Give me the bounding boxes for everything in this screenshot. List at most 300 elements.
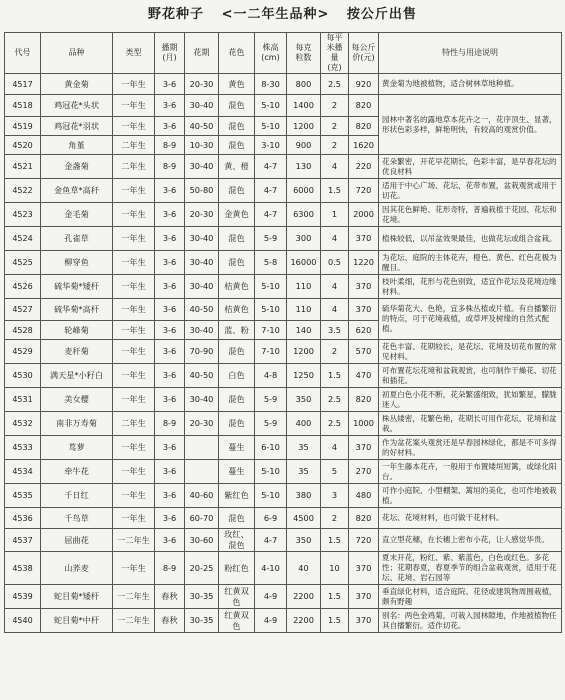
plant-type: 一年生 xyxy=(113,203,155,227)
seeds-per-gram: 1250 xyxy=(287,364,321,388)
flower-color: 白色 xyxy=(219,364,255,388)
usage-description: 一年生藤本花卉，一般用于布置矮垣短篱，或绿化阳台。 xyxy=(379,460,562,484)
flower-color: 混色 xyxy=(219,179,255,203)
sowing-month: 春秋 xyxy=(155,609,185,633)
table-row xyxy=(5,340,562,364)
title-sale-note: 按公斤出售 xyxy=(346,7,417,22)
column-header: 播期 (月) xyxy=(155,33,185,74)
flower-color: 红黄双色 xyxy=(219,585,255,609)
flower-color: 混色 xyxy=(219,412,255,436)
seeds-per-gram: 6000 xyxy=(287,179,321,203)
sowing-rate: 2 xyxy=(321,508,349,529)
price-per-kg: 480 xyxy=(349,484,379,508)
price-per-kg: 570 xyxy=(349,340,379,364)
title-category: <一二年生品种> xyxy=(221,7,330,22)
variety-name: 硫华菊*矮杆 xyxy=(41,275,113,299)
table-row xyxy=(5,388,562,412)
plant-type: 一年生 xyxy=(113,95,155,117)
table-row xyxy=(5,460,562,484)
price-per-kg: 370 xyxy=(349,299,379,321)
table-row xyxy=(5,609,562,633)
column-header: 代号 xyxy=(5,33,41,74)
column-header: 花色 xyxy=(219,33,255,74)
bloom-period: 30-60 xyxy=(185,529,219,552)
price-per-kg: 820 xyxy=(349,508,379,529)
seeds-per-gram: 1200 xyxy=(287,117,321,136)
price-per-kg: 820 xyxy=(349,388,379,412)
seeds-per-gram: 2200 xyxy=(287,585,321,609)
variety-name: 金毛菊 xyxy=(41,203,113,227)
flower-color: 黄、橙 xyxy=(219,155,255,179)
table-row xyxy=(5,203,562,227)
item-code: 4520 xyxy=(5,136,41,155)
table-row xyxy=(5,508,562,529)
seeds-per-gram: 110 xyxy=(287,275,321,299)
bloom-period: 40-50 xyxy=(185,299,219,321)
variety-name: 柳穿鱼 xyxy=(41,251,113,275)
seeds-per-gram: 350 xyxy=(287,529,321,552)
sowing-rate: 4 xyxy=(321,299,349,321)
sowing-month: 3-6 xyxy=(155,436,185,460)
plant-type: 一二年生 xyxy=(113,609,155,633)
variety-name: 孔雀草 xyxy=(41,227,113,251)
table-row xyxy=(5,552,562,585)
column-header: 株高 (cm) xyxy=(255,33,287,74)
plant-height: 4-10 xyxy=(255,552,287,585)
column-header: 每平 米播量 (克) xyxy=(321,33,349,74)
seeds-per-gram: 35 xyxy=(287,460,321,484)
sowing-month: 8-9 xyxy=(155,155,185,179)
item-code: 4538 xyxy=(5,552,41,585)
plant-height: 4-7 xyxy=(255,203,287,227)
seeds-per-gram: 2200 xyxy=(287,609,321,633)
price-per-kg: 620 xyxy=(349,321,379,340)
flower-color: 混色 xyxy=(219,251,255,275)
sowing-rate: 4 xyxy=(321,436,349,460)
price-per-kg: 370 xyxy=(349,609,379,633)
price-per-kg: 370 xyxy=(349,552,379,585)
flower-color: 桔黄色 xyxy=(219,299,255,321)
bloom-period: 30-35 xyxy=(185,609,219,633)
item-code: 4524 xyxy=(5,227,41,251)
plant-height: 4-7 xyxy=(255,155,287,179)
sowing-month: 3-6 xyxy=(155,388,185,412)
flower-color: 粉红色 xyxy=(219,552,255,585)
variety-name: 鸡冠花*羽状 xyxy=(41,117,113,136)
seeds-per-gram: 800 xyxy=(287,74,321,95)
flower-color: 混色 xyxy=(219,340,255,364)
plant-type: 一年生 xyxy=(113,340,155,364)
usage-description: 黄金菊为地被植物，适合树林草地种植。 xyxy=(379,74,562,95)
item-code: 4525 xyxy=(5,251,41,275)
sowing-month: 8-9 xyxy=(155,412,185,436)
price-per-kg: 370 xyxy=(349,227,379,251)
bloom-period: 20-30 xyxy=(185,74,219,95)
seeds-per-gram: 380 xyxy=(287,484,321,508)
usage-description: 株丛矮密，花繁色艳，花期长可用作花坛、花境和盆栽。 xyxy=(379,412,562,436)
price-per-kg: 220 xyxy=(349,155,379,179)
sowing-month: 8-9 xyxy=(155,552,185,585)
plant-height: 6-10 xyxy=(255,436,287,460)
bloom-period: 30-35 xyxy=(185,585,219,609)
sowing-rate: 5 xyxy=(321,460,349,484)
plant-height: 3-10 xyxy=(255,136,287,155)
bloom-period: 60-70 xyxy=(185,508,219,529)
item-code: 4534 xyxy=(5,460,41,484)
flower-color: 混色 xyxy=(219,508,255,529)
item-code: 4531 xyxy=(5,388,41,412)
item-code: 4529 xyxy=(5,340,41,364)
sowing-rate: 2.5 xyxy=(321,388,349,412)
variety-name: 南非万寿菊 xyxy=(41,412,113,436)
plant-type: 一年生 xyxy=(113,275,155,299)
bloom-period xyxy=(185,460,219,484)
flower-color: 蓝、粉 xyxy=(219,321,255,340)
plant-height: 4-8 xyxy=(255,364,287,388)
table-row xyxy=(5,299,562,321)
sowing-month: 3-6 xyxy=(155,95,185,117)
price-per-kg: 2000 xyxy=(349,203,379,227)
price-per-kg: 720 xyxy=(349,529,379,552)
sowing-rate: 3.5 xyxy=(321,321,349,340)
item-code: 4532 xyxy=(5,412,41,436)
sowing-rate: 2.5 xyxy=(321,74,349,95)
plant-type: 一年生 xyxy=(113,484,155,508)
table-body xyxy=(5,74,562,633)
flower-color: 蔓生 xyxy=(219,436,255,460)
variety-name: 硫华菊*高杆 xyxy=(41,299,113,321)
seed-table xyxy=(4,32,562,633)
plant-type: 一年生 xyxy=(113,227,155,251)
item-code: 4517 xyxy=(5,74,41,95)
sowing-rate: 1.5 xyxy=(321,529,349,552)
sowing-month: 3-6 xyxy=(155,179,185,203)
plant-type: 一年生 xyxy=(113,508,155,529)
table-row xyxy=(5,155,562,179)
variety-name: 金盏菊 xyxy=(41,155,113,179)
sowing-month: 3-6 xyxy=(155,508,185,529)
plant-type: 一年生 xyxy=(113,388,155,412)
plant-type: 一年生 xyxy=(113,299,155,321)
plant-height: 6-9 xyxy=(255,508,287,529)
item-code: 4526 xyxy=(5,275,41,299)
item-code: 4528 xyxy=(5,321,41,340)
table-row xyxy=(5,364,562,388)
plant-type: 二年生 xyxy=(113,155,155,179)
sowing-rate: 2 xyxy=(321,117,349,136)
item-code: 4527 xyxy=(5,299,41,321)
plant-height: 5-10 xyxy=(255,275,287,299)
variety-name: 美女樱 xyxy=(41,388,113,412)
sowing-rate: 3 xyxy=(321,484,349,508)
plant-height: 5-10 xyxy=(255,117,287,136)
plant-type: 一年生 xyxy=(113,74,155,95)
usage-description: 硫华菊花大、色艳，宜多株丛植或片植。有自播繁衍的特点，可于花境栽植，或草坪及树缘的自然式配植。 xyxy=(379,299,562,340)
table-row xyxy=(5,227,562,251)
usage-description: 垂直绿化材料，适合庭院、花径或建筑物周围栽植，颇有野趣 xyxy=(379,585,562,609)
bloom-period: 30-40 xyxy=(185,95,219,117)
sowing-rate: 1.5 xyxy=(321,585,349,609)
plant-height: 5-9 xyxy=(255,388,287,412)
flower-color: 红黄双色 xyxy=(219,609,255,633)
table-row xyxy=(5,179,562,203)
flower-color: 紫红色 xyxy=(219,484,255,508)
sowing-rate: 1.5 xyxy=(321,609,349,633)
flower-color: 黄色 xyxy=(219,74,255,95)
flower-color: 混色 xyxy=(219,95,255,117)
bloom-period: 40-60 xyxy=(185,484,219,508)
table-header-row xyxy=(5,33,562,74)
table-row xyxy=(5,436,562,460)
plant-height: 7-10 xyxy=(255,340,287,364)
bloom-period xyxy=(185,436,219,460)
plant-height: 4-9 xyxy=(255,585,287,609)
usage-description: 初夏白色小花不断，花朵繁盛细致，犹如繁星，朦胧迷人。 xyxy=(379,388,562,412)
bloom-period: 50-80 xyxy=(185,179,219,203)
usage-description: 因其花色鲜艳、花形奇特，普遍栽植于花园、花坛和花境。 xyxy=(379,203,562,227)
column-header: 类型 xyxy=(113,33,155,74)
column-header: 特性与用途说明 xyxy=(379,33,562,74)
bloom-period: 30-40 xyxy=(185,275,219,299)
plant-height: 5-9 xyxy=(255,412,287,436)
bloom-period: 30-40 xyxy=(185,227,219,251)
bloom-period: 70-90 xyxy=(185,340,219,364)
usage-description: 园林中著名的露地草本花卉之一，花序顶生、显著，形状色彩多样，鲜艳明快，有较高的观赏价值。 xyxy=(379,95,562,155)
item-code: 4536 xyxy=(5,508,41,529)
usage-description: 可作小庭院、小型棚架、篱垣的美化，也可作地被栽植。 xyxy=(379,484,562,508)
seeds-per-gram: 1200 xyxy=(287,340,321,364)
plant-type: 一二年生 xyxy=(113,585,155,609)
plant-type: 一二年生 xyxy=(113,529,155,552)
item-code: 4519 xyxy=(5,117,41,136)
seeds-per-gram: 130 xyxy=(287,155,321,179)
item-code: 4523 xyxy=(5,203,41,227)
bloom-period: 10-30 xyxy=(185,136,219,155)
item-code: 4535 xyxy=(5,484,41,508)
table-row xyxy=(5,275,562,299)
seeds-per-gram: 16000 xyxy=(287,251,321,275)
seeds-per-gram: 6300 xyxy=(287,203,321,227)
price-per-kg: 370 xyxy=(349,436,379,460)
bloom-period: 20-30 xyxy=(185,412,219,436)
price-per-kg: 1620 xyxy=(349,136,379,155)
sowing-month: 3-6 xyxy=(155,299,185,321)
plant-height: 5-8 xyxy=(255,251,287,275)
plant-type: 一年生 xyxy=(113,364,155,388)
bloom-period: 30-40 xyxy=(185,321,219,340)
table-row xyxy=(5,74,562,95)
seeds-per-gram: 1400 xyxy=(287,95,321,117)
sowing-rate: 2 xyxy=(321,95,349,117)
sowing-rate: 4 xyxy=(321,155,349,179)
sowing-rate: 4 xyxy=(321,227,349,251)
variety-name: 黄金菊 xyxy=(41,74,113,95)
variety-name: 轮峰菊 xyxy=(41,321,113,340)
table-row xyxy=(5,585,562,609)
plant-type: 一年生 xyxy=(113,117,155,136)
variety-name: 蛇目菊*矮杆 xyxy=(41,585,113,609)
table-row xyxy=(5,529,562,552)
usage-description: 适用于中心广场、花坛、花带布置，盆栽观赏或用于切花。 xyxy=(379,179,562,203)
column-header: 每公斤 价(元) xyxy=(349,33,379,74)
plant-height: 5-10 xyxy=(255,299,287,321)
column-header: 花期 xyxy=(185,33,219,74)
plant-height: 5-10 xyxy=(255,484,287,508)
bloom-period: 30-40 xyxy=(185,388,219,412)
sowing-month: 3-6 xyxy=(155,74,185,95)
sowing-month: 3-6 xyxy=(155,117,185,136)
price-per-kg: 370 xyxy=(349,275,379,299)
bloom-period: 40-50 xyxy=(185,364,219,388)
plant-type: 一年生 xyxy=(113,552,155,585)
price-per-kg: 1220 xyxy=(349,251,379,275)
seeds-per-gram: 40 xyxy=(287,552,321,585)
plant-type: 二年生 xyxy=(113,412,155,436)
price-per-kg: 470 xyxy=(349,364,379,388)
flower-color: 混色 xyxy=(219,227,255,251)
usage-description: 枝叶柔细，花形与花色别致，适宜作花坛及花境边缘材料。 xyxy=(379,275,562,299)
sowing-rate: 1 xyxy=(321,203,349,227)
usage-description: 别名：两色金鸡菊，可栽入园林隙地，作地被植物任其自播繁衍。适作切花。 xyxy=(379,609,562,633)
item-code: 4537 xyxy=(5,529,41,552)
sowing-month: 3-6 xyxy=(155,203,185,227)
plant-height: 5-10 xyxy=(255,95,287,117)
usage-description: 植株较低，以吊盆效果最佳，也做花坛或组合盆栽。 xyxy=(379,227,562,251)
title-main: 野花种子 xyxy=(148,7,205,22)
usage-description: 花色丰富、花期较长，是花坛、花境及切花布置的常见材料。 xyxy=(379,340,562,364)
column-header: 品种 xyxy=(41,33,113,74)
table-row xyxy=(5,95,562,117)
item-code: 4522 xyxy=(5,179,41,203)
plant-type: 一年生 xyxy=(113,436,155,460)
bloom-period: 30-40 xyxy=(185,155,219,179)
variety-name: 千鸟草 xyxy=(41,508,113,529)
sowing-month: 3-6 xyxy=(155,460,185,484)
item-code: 4539 xyxy=(5,585,41,609)
sowing-rate: 0.5 xyxy=(321,251,349,275)
sowing-month: 3-6 xyxy=(155,364,185,388)
bloom-period: 20-25 xyxy=(185,552,219,585)
usage-description: 可布置花坛花境和盆栽观赏，也可制作干燥花、切花和插花。 xyxy=(379,364,562,388)
sowing-month: 3-6 xyxy=(155,484,185,508)
variety-name: 角堇 xyxy=(41,136,113,155)
sowing-rate: 1.5 xyxy=(321,179,349,203)
sowing-month: 3-6 xyxy=(155,321,185,340)
item-code: 4530 xyxy=(5,364,41,388)
plant-type: 一年生 xyxy=(113,251,155,275)
plant-height: 4-9 xyxy=(255,609,287,633)
seeds-per-gram: 350 xyxy=(287,388,321,412)
sowing-rate: 2 xyxy=(321,340,349,364)
price-per-kg: 720 xyxy=(349,179,379,203)
item-code: 4521 xyxy=(5,155,41,179)
variety-name: 牵牛花 xyxy=(41,460,113,484)
plant-type: 二年生 xyxy=(113,136,155,155)
bloom-period: 20-30 xyxy=(185,203,219,227)
seeds-per-gram: 400 xyxy=(287,412,321,436)
seeds-per-gram: 4500 xyxy=(287,508,321,529)
variety-name: 屈曲花 xyxy=(41,529,113,552)
page-title xyxy=(0,0,565,30)
sowing-month: 3-6 xyxy=(155,275,185,299)
variety-name: 鸡冠花*头状 xyxy=(41,95,113,117)
flower-color: 桔黄色 xyxy=(219,275,255,299)
seeds-per-gram: 35 xyxy=(287,436,321,460)
plant-type: 一年生 xyxy=(113,460,155,484)
sowing-month: 3-6 xyxy=(155,340,185,364)
sowing-month: 3-6 xyxy=(155,227,185,251)
usage-description: 花坛、花境材料，也可做干花材料。 xyxy=(379,508,562,529)
variety-name: 茑萝 xyxy=(41,436,113,460)
sowing-rate: 2 xyxy=(321,136,349,155)
usage-description: 夏末开花，粉红、紫、紫蓝色，白色或红色。多花性；花期春夏，春夏季节的组合盆栽观赏，适用于花坛、花境、岩石园等 xyxy=(379,552,562,585)
table-row xyxy=(5,251,562,275)
flower-color: 混色 xyxy=(219,136,255,155)
price-per-kg: 270 xyxy=(349,460,379,484)
sowing-rate: 10 xyxy=(321,552,349,585)
variety-name: 金鱼草*高秆 xyxy=(41,179,113,203)
table-row xyxy=(5,484,562,508)
plant-type: 一年生 xyxy=(113,321,155,340)
flower-color: 玫红、混色 xyxy=(219,529,255,552)
plant-height: 4-7 xyxy=(255,179,287,203)
variety-name: 麦秆菊 xyxy=(41,340,113,364)
plant-height: 5-9 xyxy=(255,227,287,251)
seeds-per-gram: 900 xyxy=(287,136,321,155)
seeds-per-gram: 110 xyxy=(287,299,321,321)
sowing-rate: 4 xyxy=(321,275,349,299)
plant-height: 4-7 xyxy=(255,529,287,552)
flower-color: 混色 xyxy=(219,388,255,412)
sowing-month: 3-6 xyxy=(155,529,185,552)
variety-name: 山荞麦 xyxy=(41,552,113,585)
price-per-kg: 1000 xyxy=(349,412,379,436)
flower-color: 蔓生 xyxy=(219,460,255,484)
flower-color: 混色 xyxy=(219,117,255,136)
usage-description: 作为盆花案头观赏还是早春园林绿化，都是不可多得的好材料。 xyxy=(379,436,562,460)
plant-height: 8-30 xyxy=(255,74,287,95)
variety-name: 千日红 xyxy=(41,484,113,508)
column-header: 每克 粒数 xyxy=(287,33,321,74)
price-per-kg: 820 xyxy=(349,95,379,117)
sowing-rate: 1.5 xyxy=(321,364,349,388)
price-per-kg: 370 xyxy=(349,585,379,609)
price-per-kg: 820 xyxy=(349,117,379,136)
plant-type: 一年生 xyxy=(113,179,155,203)
sowing-rate: 2.5 xyxy=(321,412,349,436)
plant-height: 7-10 xyxy=(255,321,287,340)
table-row xyxy=(5,412,562,436)
price-per-kg: 920 xyxy=(349,74,379,95)
sowing-month: 春秋 xyxy=(155,585,185,609)
variety-name: 蛇目菊*中杆 xyxy=(41,609,113,633)
bloom-period: 40-50 xyxy=(185,117,219,136)
item-code: 4518 xyxy=(5,95,41,117)
item-code: 4540 xyxy=(5,609,41,633)
seeds-per-gram: 300 xyxy=(287,227,321,251)
sowing-month: 3-6 xyxy=(155,251,185,275)
usage-description: 直立型花穗，在长穗上密布小花，让人感觉华贵。 xyxy=(379,529,562,552)
usage-description: 花朵繁密，开花早花期长，色彩丰富，是早春花坛的优良材料 xyxy=(379,155,562,179)
seeds-per-gram: 140 xyxy=(287,321,321,340)
flower-color: 金黄色 xyxy=(219,203,255,227)
sowing-month: 8-9 xyxy=(155,136,185,155)
bloom-period: 30-40 xyxy=(185,251,219,275)
item-code: 4533 xyxy=(5,436,41,460)
usage-description: 为花坛、庭院的主体花卉，橙色、黄色、红色花极为醒目。 xyxy=(379,251,562,275)
plant-height: 5-10 xyxy=(255,460,287,484)
variety-name: 满天星*小籽白 xyxy=(41,364,113,388)
